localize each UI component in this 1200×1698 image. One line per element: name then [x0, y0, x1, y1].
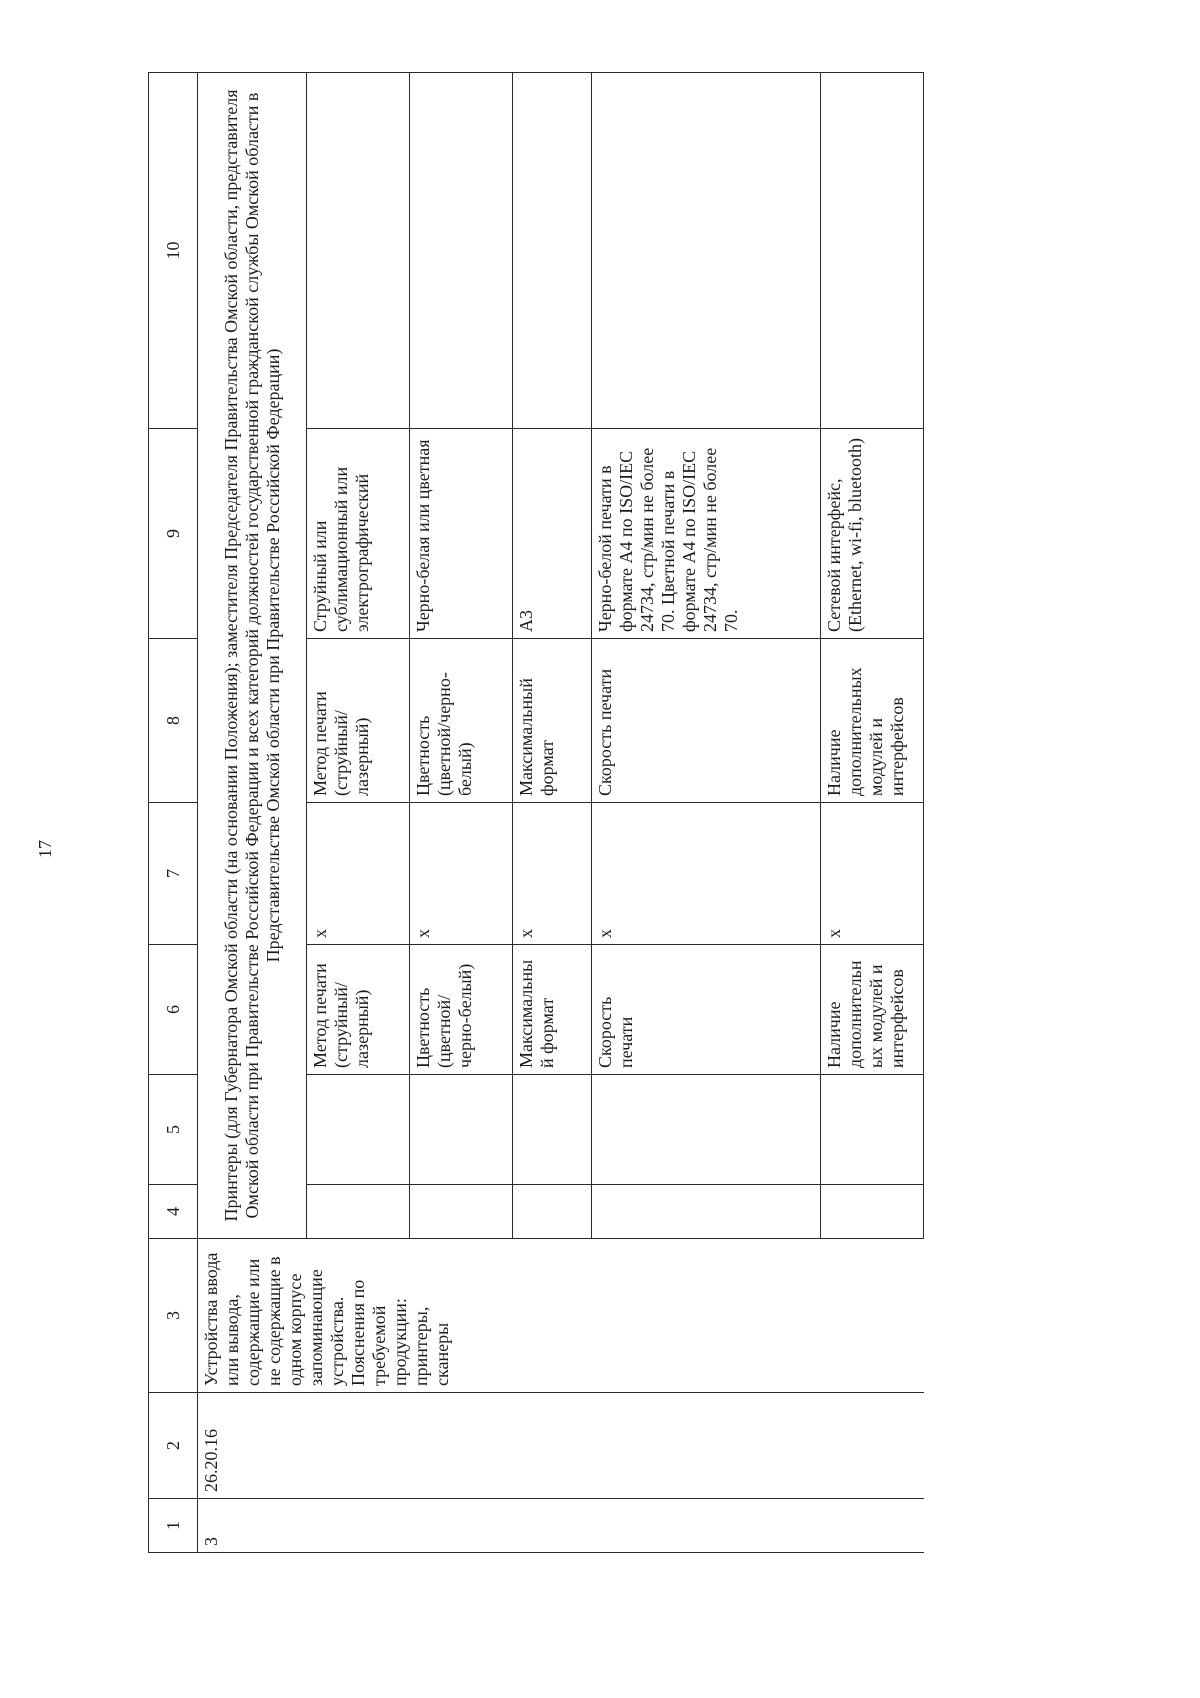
empty-cell [821, 1499, 924, 1553]
param-extra-cell [410, 73, 513, 429]
empty-cell [513, 1499, 592, 1553]
column-number-8: 8 [149, 639, 198, 803]
param-value-cell: Черно-белой печати в формате А4 по ISO/IEC 24734, стр/мин не более 70. Цветной печати в формате А4 по ISO/IEC 24734, стр/мин не более 70. [592, 429, 821, 639]
param-name-cell: Наличие дополнительных модулей и интерфейсов [821, 945, 924, 1075]
column-number-row [149, 73, 198, 1553]
empty-cell [307, 1499, 410, 1553]
table-row [198, 73, 307, 1553]
param-extra-cell [821, 73, 924, 429]
param-unit-cell: x [821, 803, 924, 945]
empty-cell [821, 1185, 924, 1239]
param-name-cell: Метод печати (струйный/лазерный) [307, 639, 410, 803]
param-name-cell: Наличие дополнительных модулей и интерфейсов [821, 639, 924, 803]
empty-cell [410, 1393, 513, 1499]
column-number-10: 10 [149, 73, 198, 429]
param-value-cell: Струйный или сублимационный или электрографический [307, 429, 410, 639]
empty-cell [410, 1185, 513, 1239]
empty-cell [307, 1185, 410, 1239]
empty-cell [513, 1185, 592, 1239]
empty-cell [513, 1393, 592, 1499]
column-number-1: 1 [149, 1499, 198, 1553]
empty-cell [307, 1393, 410, 1499]
param-value-cell: А3 [513, 429, 592, 639]
param-extra-cell [513, 73, 592, 429]
param-name-cell: Скорость печати [592, 639, 821, 803]
rotated-table-wrapper [148, 73, 998, 1553]
okpd-code-cell: 26.20.16 [198, 1393, 307, 1499]
empty-cell [513, 1075, 592, 1185]
empty-cell [307, 1075, 410, 1185]
param-unit-cell: x [592, 803, 821, 945]
param-value-cell: Сетевой интерфейс, (Ethernet, wi-fi, bluetooth) [821, 429, 924, 639]
param-name-cell: Цветность (цветной/черно-белый) [410, 945, 513, 1075]
param-extra-cell [307, 73, 410, 429]
empty-cell [821, 1393, 924, 1499]
param-name-cell: Максимальный формат [513, 945, 592, 1075]
param-value-cell: Черно-белая или цветная [410, 429, 513, 639]
param-extra-cell [592, 73, 821, 429]
empty-cell [410, 1499, 513, 1553]
param-unit-cell: x [513, 803, 592, 945]
row-number-cell: 3 [198, 1499, 307, 1553]
column-number-2: 2 [149, 1393, 198, 1499]
product-name-cell: Устройства ввода или вывода, содержащие или не содержащие в одном корпусе запоминающие устройства. Пояснения по требуемой продукции: принтеры, сканеры [198, 1239, 924, 1393]
param-name-cell: Метод печати (струйный/лазерный) [307, 945, 410, 1075]
param-name-cell: Скорость печати [592, 945, 821, 1075]
column-number-9: 9 [149, 429, 198, 639]
column-number-5: 5 [149, 1075, 198, 1185]
page-number: 17 [35, 840, 55, 858]
param-name-cell: Максимальный формат [513, 639, 592, 803]
empty-cell [592, 1499, 821, 1553]
empty-cell [592, 1185, 821, 1239]
empty-cell [592, 1075, 821, 1185]
column-number-6: 6 [149, 945, 198, 1075]
column-number-7: 7 [149, 803, 198, 945]
empty-cell [821, 1075, 924, 1185]
param-unit-cell: x [410, 803, 513, 945]
column-number-4: 4 [149, 1185, 198, 1239]
requirements-table [148, 72, 924, 1553]
empty-cell [592, 1393, 821, 1499]
column-number-3: 3 [149, 1239, 198, 1393]
empty-cell [410, 1075, 513, 1185]
param-unit-cell: x [307, 803, 410, 945]
category-subheading: Принтеры (для Губернатора Омской области (на основании Положения); заместителя Председателя Правительства Омской области, представителя Омской области при Правительстве Российской Федерации и всех категорий должностей государственной гражданской службы Омской области в Представительстве Омской области при Правительстве Российской Федерации) [198, 73, 307, 1239]
param-name-cell: Цветность (цветной/черно-белый) [410, 639, 513, 803]
